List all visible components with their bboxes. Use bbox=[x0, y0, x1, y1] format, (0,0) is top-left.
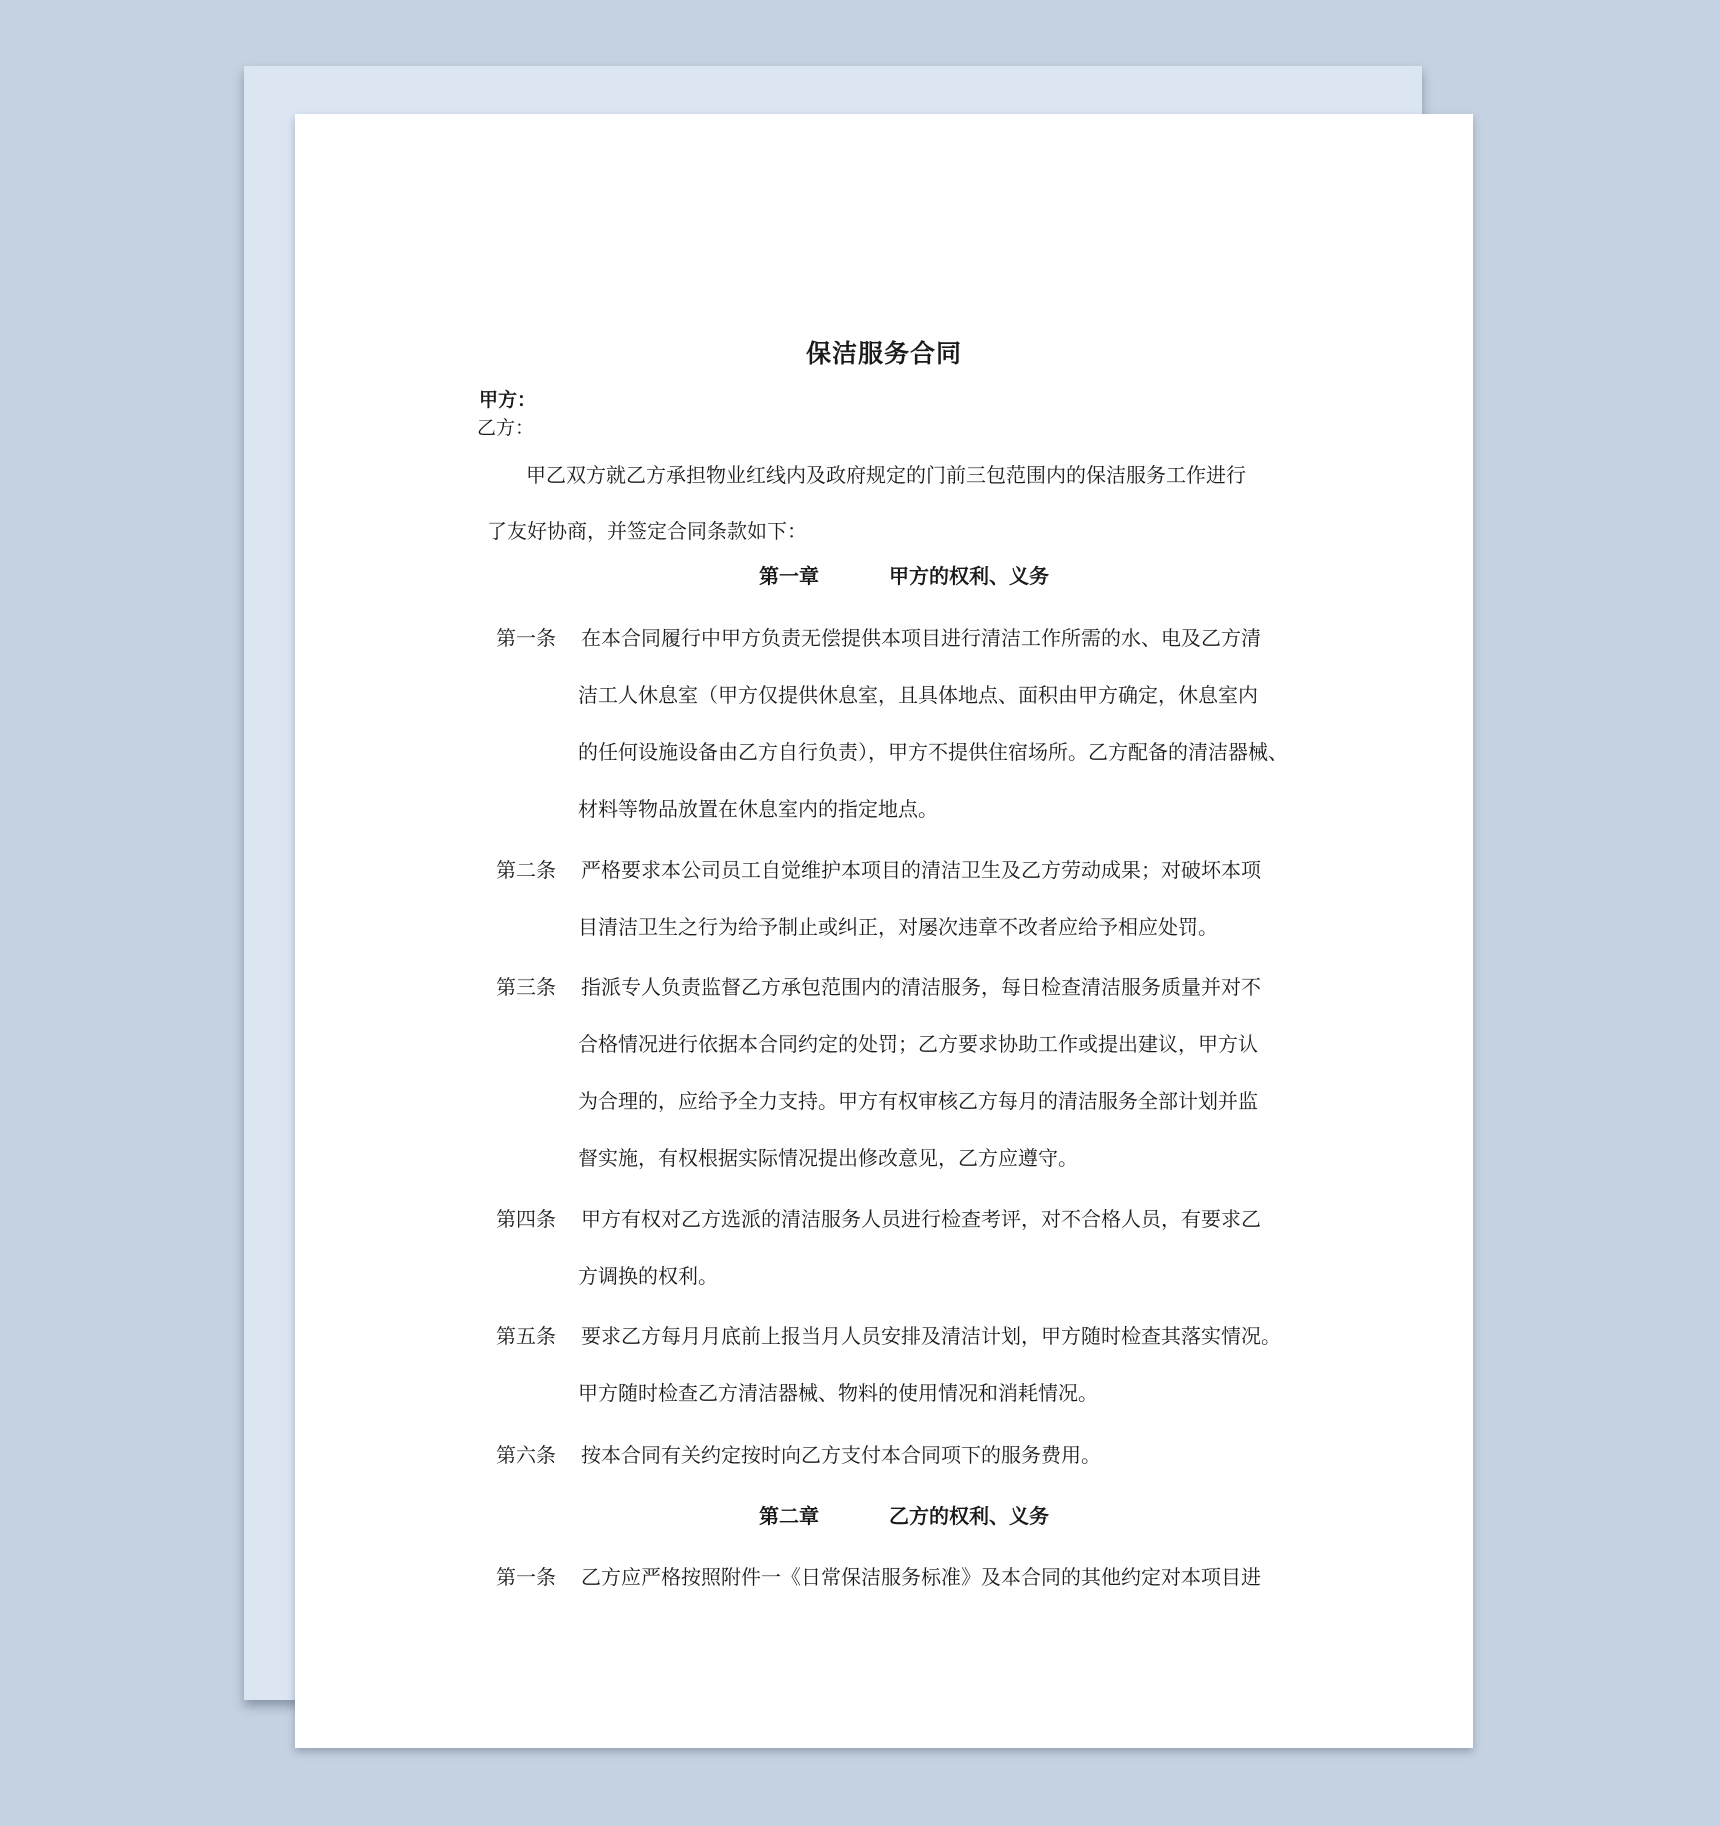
article-text-line: 甲方有权对乙方选派的清洁服务人员进行检查考评，对不合格人员，有要求乙 bbox=[581, 1207, 1261, 1231]
chapter-number: 第二章 bbox=[759, 1504, 819, 1528]
chapter-title: 甲方的权利、义务 bbox=[889, 564, 1049, 588]
article-label: 第六条 bbox=[496, 1443, 556, 1467]
article-label: 第一条 bbox=[496, 1565, 556, 1589]
document-title: 保洁服务合同 bbox=[805, 339, 962, 368]
article-label: 第五条 bbox=[496, 1324, 556, 1348]
article-text-line: 甲方随时检查乙方清洁器械、物料的使用情况和消耗情况。 bbox=[578, 1381, 1098, 1405]
document-page bbox=[295, 114, 1473, 1748]
article-label: 第一条 bbox=[496, 626, 556, 650]
article-text-line: 乙方应严格按照附件一《日常保洁服务标准》及本合同的其他约定对本项目进 bbox=[581, 1565, 1261, 1589]
party-a-label: 甲方： bbox=[479, 389, 537, 411]
article-label: 第三条 bbox=[496, 975, 556, 999]
article-text-line: 督实施，有权根据实际情况提出修改意见，乙方应遵守。 bbox=[578, 1146, 1078, 1170]
article-text-line: 按本合同有关约定按时向乙方支付本合同项下的服务费用。 bbox=[581, 1443, 1101, 1467]
article-text-line: 要求乙方每月月底前上报当月人员安排及清洁计划，甲方随时检查其落实情况。 bbox=[581, 1324, 1281, 1348]
article-text-line: 合格情况进行依据本合同约定的处罚；乙方要求协助工作或提出建议，甲方认 bbox=[578, 1032, 1258, 1056]
chapter-heading bbox=[759, 1500, 1159, 1530]
article-text-line: 严格要求本公司员工自觉维护本项目的清洁卫生及乙方劳动成果；对破坏本项 bbox=[581, 858, 1261, 882]
intro-paragraph-line: 了友好协商，并签定合同条款如下： bbox=[487, 519, 807, 543]
chapter-number: 第一章 bbox=[759, 564, 819, 588]
article-text-line: 为合理的，应给予全力支持。甲方有权审核乙方每月的清洁服务全部计划并监 bbox=[578, 1089, 1258, 1113]
chapter-heading bbox=[759, 560, 1159, 590]
article-text-line: 材料等物品放置在休息室内的指定地点。 bbox=[578, 797, 938, 821]
article-label: 第二条 bbox=[496, 858, 556, 882]
article-label: 第四条 bbox=[496, 1207, 556, 1231]
article-text-line: 洁工人休息室（甲方仅提供休息室，且具体地点、面积由甲方确定，休息室内 bbox=[578, 683, 1258, 707]
article-text-line: 的任何设施设备由乙方自行负责），甲方不提供住宿场所。乙方配备的清洁器械、 bbox=[578, 740, 1288, 764]
article-text-line: 在本合同履行中甲方负责无偿提供本项目进行清洁工作所需的水、电及乙方清 bbox=[581, 626, 1261, 650]
party-b-label: 乙方： bbox=[477, 417, 535, 439]
article-text-line: 目清洁卫生之行为给予制止或纠正，对屡次违章不改者应给予相应处罚。 bbox=[578, 915, 1218, 939]
chapter-title: 乙方的权利、义务 bbox=[889, 1504, 1049, 1528]
article-text-line: 指派专人负责监督乙方承包范围内的清洁服务，每日检查清洁服务质量并对不 bbox=[581, 975, 1261, 999]
intro-paragraph-line: 甲乙双方就乙方承担物业红线内及政府规定的门前三包范围内的保洁服务工作进行 bbox=[526, 463, 1246, 487]
article-text-line: 方调换的权利。 bbox=[578, 1264, 718, 1288]
